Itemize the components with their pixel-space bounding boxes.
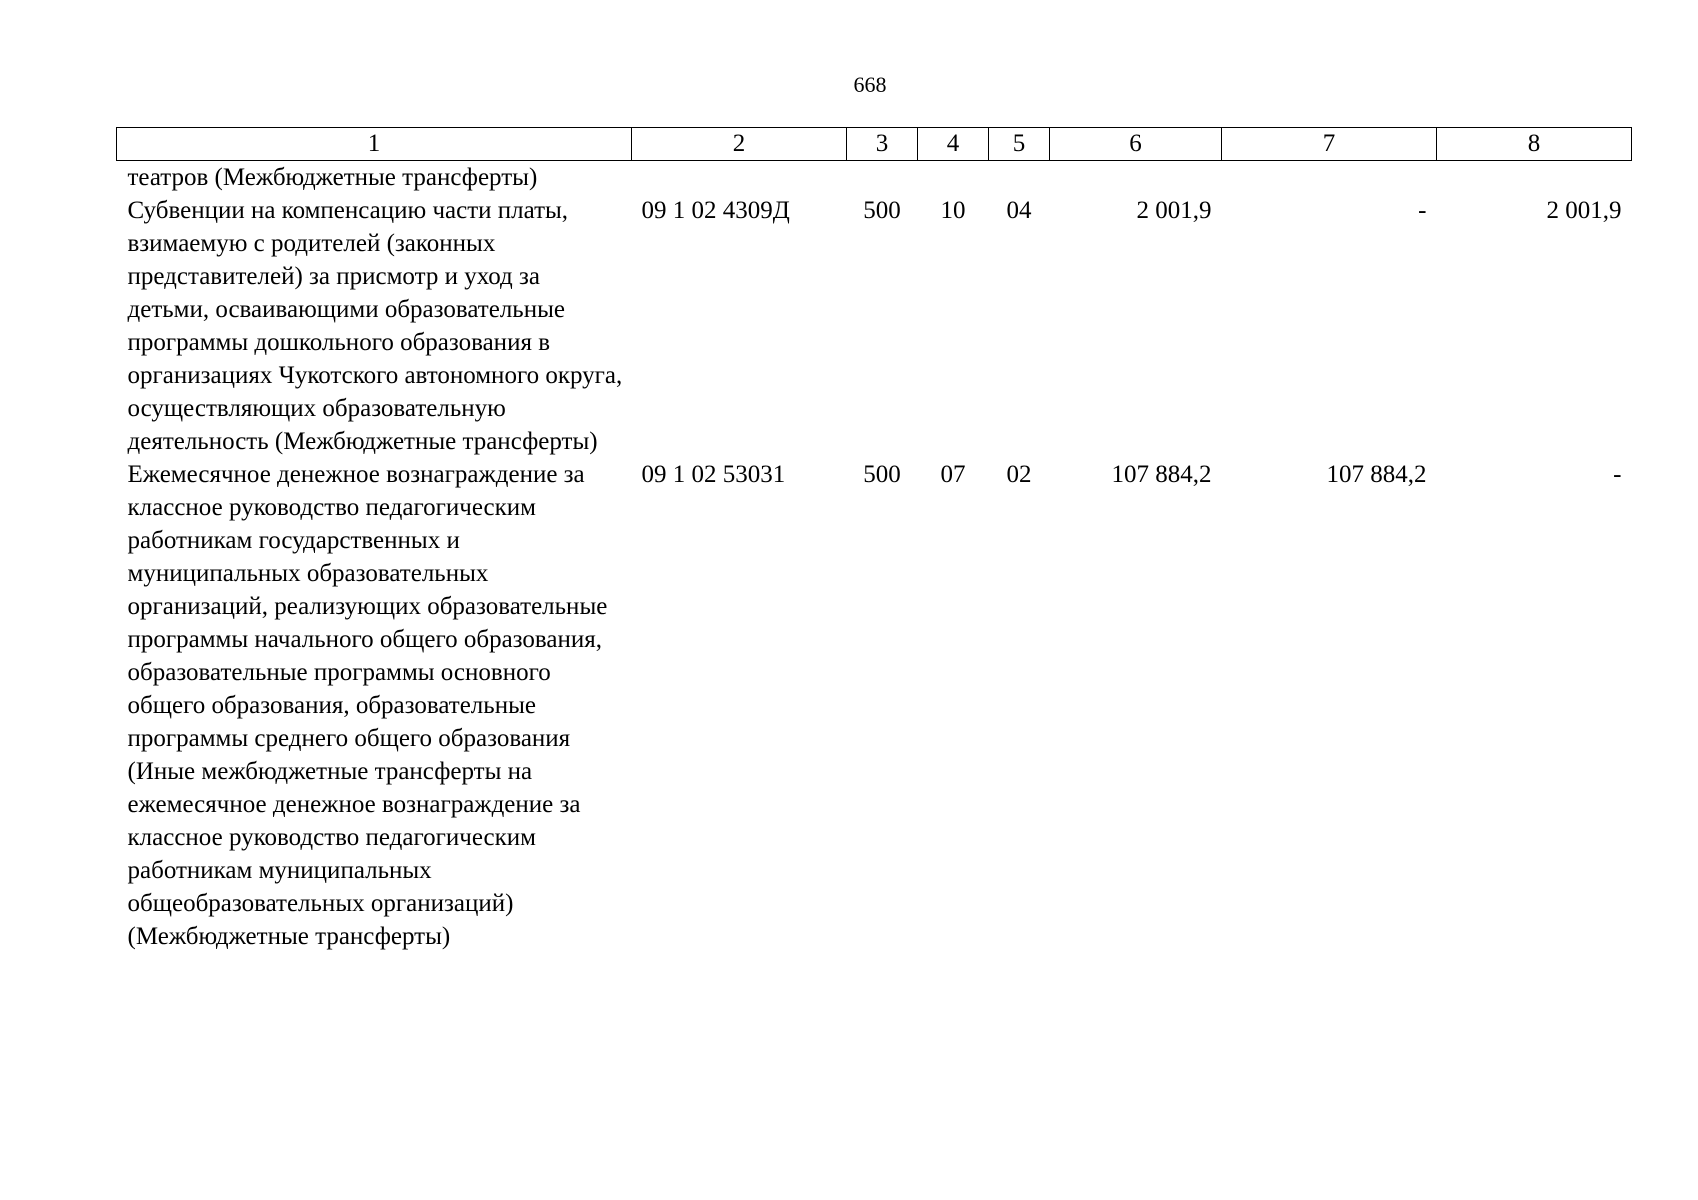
continuation-row <box>117 161 1632 195</box>
header-col-5: 5 <box>989 128 1050 161</box>
row-subsection: 02 <box>1006 461 1032 488</box>
row-description: Ежемесячное денежное вознаграждение за классное руководство педагогическим работникам государственных и муниципальных образовательных организаций, реализующих образовательные программы начального общего образования, образовательные программы основного общего образования, образовательные программы среднего общего образования (Иные межбюджетные трансферты на ежемесячное денежное вознаграждение за классное руководство педагогическим работникам муниципальных общеобразовательных организаций) (Межбюджетные трансферты) <box>127 461 608 950</box>
row-section: 10 <box>940 197 966 224</box>
row-subsection: 04 <box>1006 197 1032 224</box>
row-description: Субвенции на компенсацию части платы, взимаемую с родителей (законных представителей) за присмотр и уход за детьми, осваивающими образовательные программы дошкольного образования в организациях Чукотского автономного округа, осуществляющих образовательную деятельность (Межбюджетные трансферты) <box>127 197 623 455</box>
row-expense-type: 500 <box>863 197 901 224</box>
header-col-2: 2 <box>632 128 847 161</box>
header-col-6: 6 <box>1050 128 1222 161</box>
row-col7: - <box>1418 197 1427 224</box>
row-col8: - <box>1613 461 1622 488</box>
row-total: 107 884,2 <box>1111 461 1212 488</box>
row-total: 2 001,9 <box>1136 197 1212 224</box>
row-target-article: 09 1 02 53031 <box>641 461 786 488</box>
row-expense-type: 500 <box>863 461 901 488</box>
row-target-article: 09 1 02 4309Д <box>641 197 790 224</box>
row-col7: 107 884,2 <box>1326 461 1427 488</box>
header-row <box>117 128 1632 161</box>
table-row <box>117 458 1632 953</box>
header-col-7: 7 <box>1222 128 1437 161</box>
page-number: 668 <box>853 72 887 97</box>
row-section: 07 <box>940 461 966 488</box>
header-col-4: 4 <box>918 128 989 161</box>
row-col8: 2 001,9 <box>1546 197 1622 224</box>
header-col-3: 3 <box>847 128 918 161</box>
header-col-8: 8 <box>1437 128 1632 161</box>
budget-table <box>116 127 1632 953</box>
table-row <box>117 194 1632 458</box>
header-col-1: 1 <box>117 128 632 161</box>
continuation-text: театров (Межбюджетные трансферты) <box>127 164 538 191</box>
